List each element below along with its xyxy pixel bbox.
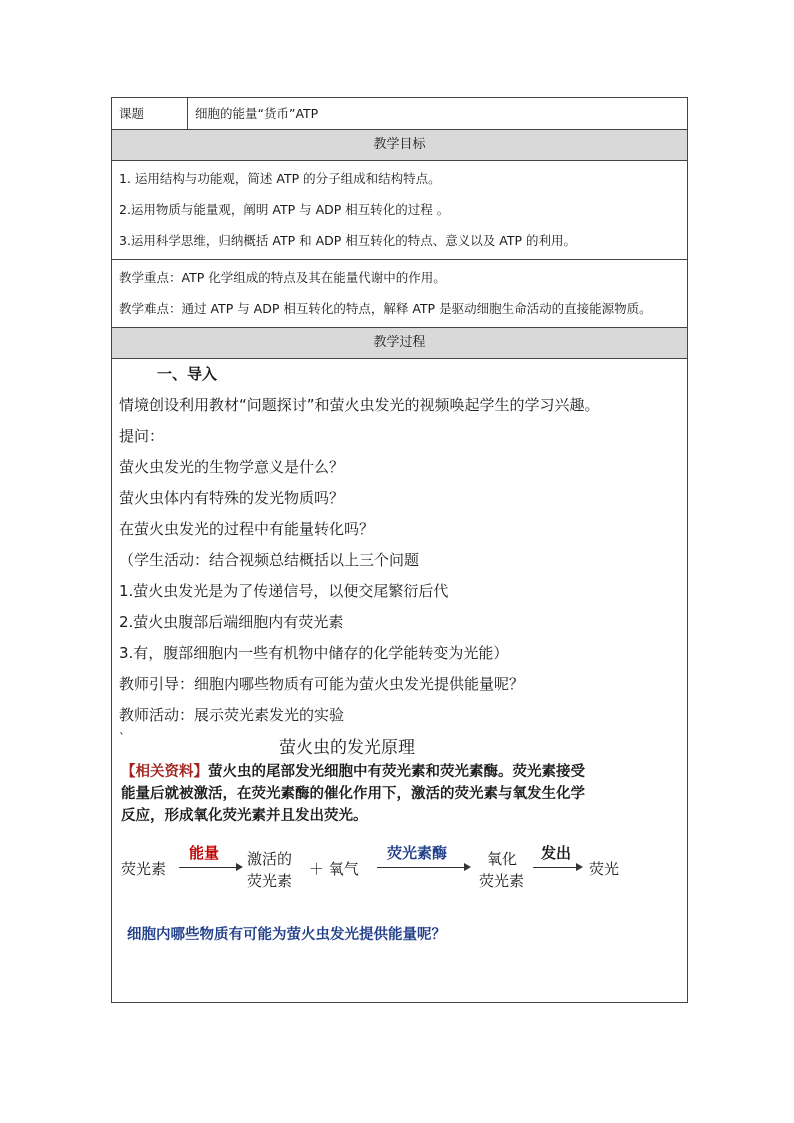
figure-text <box>121 761 591 827</box>
lesson-plan-table <box>111 97 688 1003</box>
eq-enzyme-label: 荧光素酶 <box>387 844 448 862</box>
process-line: 在萤火虫发光的过程中有能量转化吗？ <box>119 520 375 538</box>
eq-emit-label: 发出 <box>541 844 572 862</box>
eq-light: 荧光 <box>589 860 620 878</box>
process-line: 2.萤火虫腹部后端细胞内有荧光素 <box>119 613 344 631</box>
process-line: 萤火虫发光的生物学意义是什么？ <box>119 458 345 476</box>
process-line: 教师引导：细胞内哪些物质有可能为萤火虫发光提供能量呢？ <box>119 675 525 693</box>
lesson-title: 细胞的能量“货币”ATP <box>188 98 688 130</box>
keypoints-cell <box>112 260 688 328</box>
eq-oxidized-1: 氧化 <box>487 850 518 868</box>
teaching-difficulty: 教学难点：通过 ATP 与 ADP 相互转化的特点，解释 ATP 是驱动细胞生命活动的直接能源物质。 <box>119 301 652 316</box>
process-line: 教师活动：展示荧光素发光的实验 <box>119 706 345 724</box>
figure-question: 细胞内哪些物质有可能为萤火虫发光提供能量呢？ <box>127 926 446 943</box>
process-line: 情境创设利用教材“问题探讨”和萤火虫发光的视频唤起学生的学习兴趣。 <box>119 396 600 414</box>
eq-plus-oxygen: ＋ 氧气 <box>309 860 359 878</box>
process-line: 萤火虫体内有特殊的发光物质吗？ <box>119 489 345 507</box>
backtick-mark: ` <box>119 731 125 745</box>
eq-activated-1: 激活的 <box>247 850 293 868</box>
firefly-figure <box>119 731 681 953</box>
objectives-header: 教学目标 <box>112 130 688 161</box>
teaching-focus: 教学重点：ATP 化学组成的特点及其在能量代谢中的作用。 <box>119 270 446 285</box>
arrow-icon <box>179 867 241 868</box>
figure-title: 萤火虫的发光原理 <box>279 738 415 758</box>
process-line: （学生活动：结合视频总结概括以上三个问题 <box>119 551 420 569</box>
figure-body: 萤火虫的尾部发光细胞中有荧光素和荧光素酶。荧光素接受能量后就被激活，在荧光素酶的催化作用下，激活的荧光素与氧发生化学反应，形成氧化荧光素并且发出荧光。 <box>121 763 585 824</box>
objective-item: 2.运用物质与能量观，阐明 ATP 与 ADP 相互转化的过程 。 <box>119 202 450 217</box>
lesson-label: 课题 <box>112 98 188 130</box>
process-line: 1.萤火虫发光是为了传递信号，以便交尾繁衍后代 <box>119 582 449 600</box>
process-line: 3.有，腹部细胞内一些有机物中储存的化学能转变为光能） <box>119 644 509 662</box>
objectives-list <box>112 161 688 260</box>
eq-luciferin: 荧光素 <box>121 860 167 878</box>
figure-tag: 【相关资料】 <box>121 763 208 780</box>
objective-item: 3.运用科学思维，归纳概括 ATP 和 ADP 相互转化的特点、意义以及 ATP 的利用。 <box>119 233 576 248</box>
process-header: 教学过程 <box>112 328 688 359</box>
eq-energy-label: 能量 <box>189 844 220 862</box>
section-intro-heading: 一、导入 <box>157 365 218 383</box>
process-line: 提问： <box>119 427 165 445</box>
arrow-icon <box>533 867 581 868</box>
objective-item: 1. 运用结构与功能观，简述 ATP 的分子组成和结构特点。 <box>119 171 441 186</box>
arrow-icon <box>377 867 469 868</box>
eq-activated-2: 荧光素 <box>247 872 293 890</box>
lesson-title-row <box>112 98 688 130</box>
process-cell <box>112 359 688 1003</box>
eq-oxidized-2: 荧光素 <box>479 872 525 890</box>
